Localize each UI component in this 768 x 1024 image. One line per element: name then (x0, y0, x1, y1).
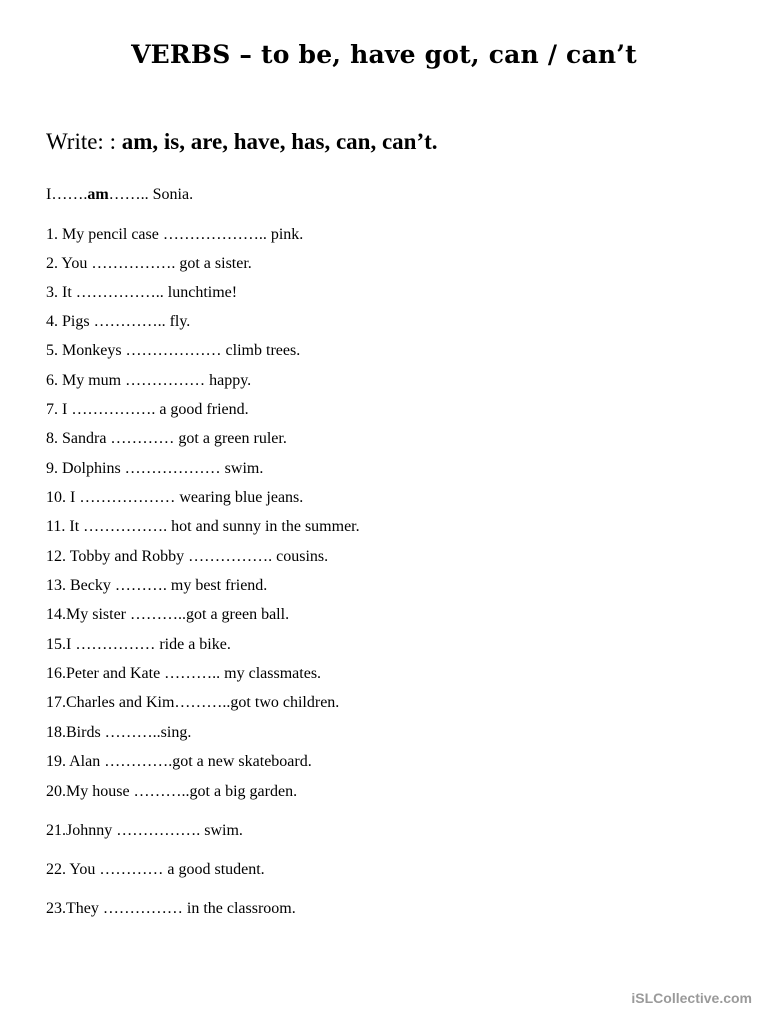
exercise-line-18: 18.Birds ………..sing. (46, 724, 192, 741)
example-line (46, 186, 193, 204)
exercise-line-20: 20.My house ………..got a big garden. (46, 783, 298, 800)
exercise-line-22: 22. You ………… a good student. (46, 861, 265, 878)
instruction-prefix: Write: : (46, 129, 122, 154)
exercise-line-12: 12. Tobby and Robby ……………. cousins. (46, 548, 329, 565)
exercise-line-1: 1. My pencil case ……………….. pink. (46, 226, 304, 243)
exercise-line-19: 19. Alan ………….got a new skateboard. (46, 753, 312, 770)
instruction (46, 129, 438, 155)
exercise-line-7: 7. I ……………. a good friend. (46, 401, 249, 418)
exercise-line-2: 2. You ……………. got a sister. (46, 255, 252, 272)
example-after: …….. Sonia. (108, 186, 194, 203)
example-before: I……. (46, 186, 88, 203)
page-title: VERBS – to be, have got, can / can’t (131, 40, 637, 69)
exercise-line-14: 14.My sister ………..got a green ball. (46, 606, 290, 623)
instruction-words: am, is, are, have, has, can, can’t. (121, 129, 438, 154)
exercise-line-4: 4. Pigs ………….. fly. (46, 313, 191, 330)
exercise-line-23: 23.They …………… in the classroom. (46, 900, 296, 917)
exercise-line-21: 21.Johnny ……………. swim. (46, 822, 243, 839)
example-answer: am (87, 186, 109, 203)
exercise-line-13: 13. Becky ………. my best friend. (46, 577, 268, 594)
exercise-line-8: 8. Sandra ………… got a green ruler. (46, 430, 287, 447)
exercise-line-16: 16.Peter and Kate ……….. my classmates. (46, 665, 322, 682)
exercise-line-17: 17.Charles and Kim………..got two children. (46, 694, 340, 711)
exercise-line-10: 10. I ……………… wearing blue jeans. (46, 489, 304, 506)
exercise-line-3: 3. It …………….. lunchtime! (46, 284, 238, 301)
exercise-line-5: 5. Monkeys ……………… climb trees. (46, 342, 301, 359)
exercise-line-6: 6. My mum …………… happy. (46, 372, 252, 389)
watermark: iSLCollective.com (631, 990, 752, 1006)
exercise-line-11: 11. It ……………. hot and sunny in the summer. (46, 518, 360, 535)
exercise-line-15: 15.I …………… ride a bike. (46, 636, 231, 653)
exercise-line-9: 9. Dolphins ……………… swim. (46, 460, 264, 477)
